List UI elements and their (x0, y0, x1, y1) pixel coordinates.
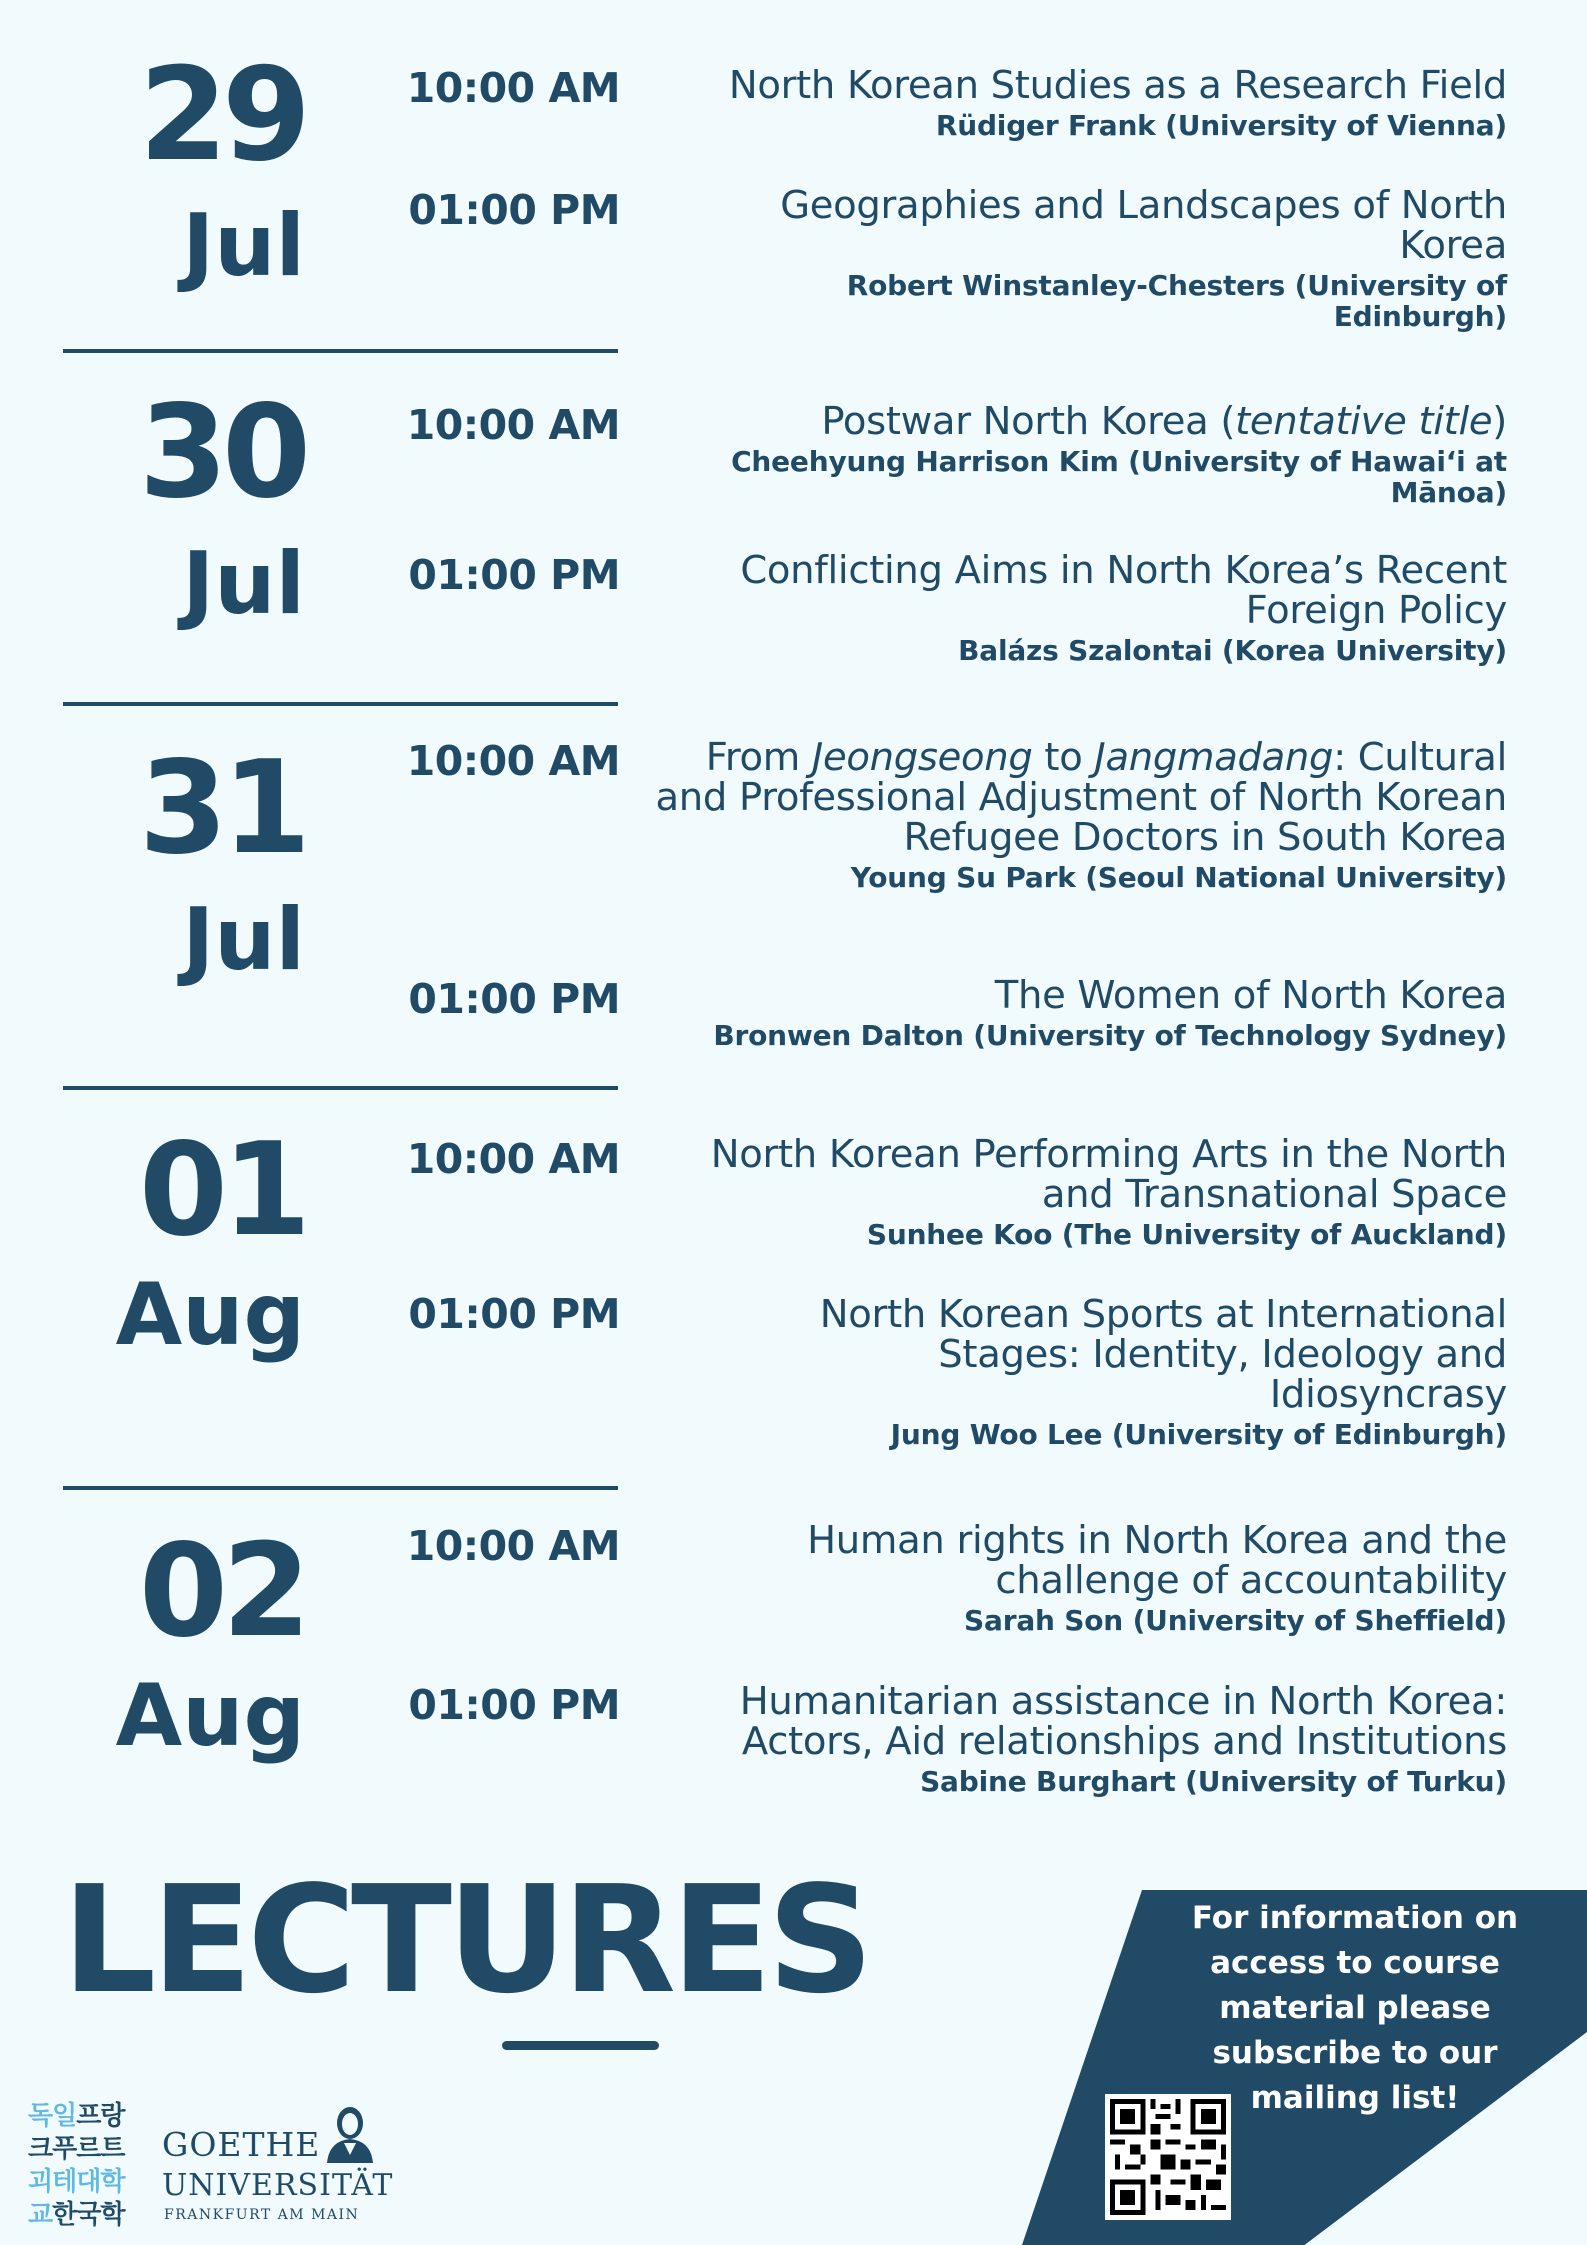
goethe-portrait-icon (313, 2103, 387, 2163)
lecture-title-part: : Cultural and Professional Adjustment of North Korean Refugee Doctors in South Korea (655, 735, 1507, 860)
lecture-time: 01:00 PM (408, 551, 620, 599)
lecture-title: North Korean Studies as a Research Field (728, 63, 1507, 108)
lecture-speaker: Sarah Son (University of Sheffield) (964, 1604, 1507, 1637)
goethe-logo-city: FRANKFURT AM MAIN (164, 2207, 360, 2223)
date-month: Jul (182, 534, 305, 634)
lecture-item (627, 973, 1507, 1052)
logo-text: 프랑 (76, 2101, 125, 2131)
lecture-title: North Korean Sports at International Stages: Identity, Ideology and Idiosyncrasy (819, 1292, 1507, 1417)
lecture-title-main: Postwar North Korea ( (821, 399, 1236, 444)
lecture-title: Geographies and Landscapes of North Korea (780, 183, 1507, 268)
lecture-title: North Korean Performing Arts in the North and Transnational Space (710, 1132, 1507, 1217)
lecture-item (687, 1132, 1507, 1251)
date-day: 01 (138, 1116, 305, 1265)
date-month: Jul (182, 890, 305, 990)
lecture-item (627, 63, 1507, 142)
lecture-time: 01:00 PM (408, 186, 620, 234)
goethe-logo-university: UNIVERSITÄT (162, 2168, 394, 2203)
lecture-title-italic: tentative title (1235, 399, 1493, 444)
date-day: 02 (138, 1517, 305, 1666)
day-divider (63, 702, 618, 706)
day-divider (63, 1486, 618, 1490)
date-month: Aug (115, 1666, 305, 1766)
lecture-time: 01:00 PM (408, 1681, 620, 1729)
logo-text: 크푸르트 (28, 2134, 125, 2164)
lecture-time: 10:00 AM (406, 737, 620, 785)
date-day: 31 (138, 734, 305, 883)
lecture-title-part: to (1032, 735, 1095, 780)
logo-text: 괴테대학 (28, 2167, 125, 2197)
lecture-title (627, 735, 1507, 860)
goethe-logo-name: GOETHE (162, 2125, 321, 2164)
lecture-speaker: Robert Winstanley-Chesters (University of Edinburgh) (846, 269, 1507, 333)
lecture-time: 01:00 PM (408, 975, 620, 1023)
lecture-item (687, 183, 1507, 333)
date-day: 30 (138, 378, 305, 527)
day-divider (63, 1086, 618, 1090)
lecture-speaker: Jung Woo Lee (University of Edinburgh) (890, 1418, 1507, 1451)
qr-code-icon[interactable] (1105, 2094, 1231, 2220)
korean-studies-logo (28, 2100, 148, 2232)
lecture-item (687, 1518, 1507, 1637)
lecture-time: 10:00 AM (406, 64, 620, 112)
lecture-title-end: ) (1492, 399, 1507, 444)
lecture-speaker: Sabine Burghart (University of Turku) (920, 1765, 1507, 1798)
date-day: 29 (138, 41, 305, 190)
lecture-item (627, 735, 1507, 894)
lecture-title-italic: Jangmadang (1094, 735, 1334, 780)
page-heading: LECTURES (62, 1854, 869, 2026)
lecture-speaker: Rüdiger Frank (University of Vienna) (935, 109, 1507, 142)
lecture-title-italic: Jeongseong (811, 735, 1033, 780)
day-divider (63, 349, 618, 353)
lecture-title: Humanitarian assistance in North Korea: Actors, Aid relationships and Institutions (739, 1679, 1507, 1764)
lecture-time: 10:00 AM (406, 401, 620, 449)
logo-text: 한국학 (52, 2200, 125, 2230)
heading-underline (502, 2041, 659, 2050)
lecture-speaker: Cheehyung Harrison Kim (University of Hawaiʻi at Mānoa) (731, 445, 1507, 509)
date-month: Jul (182, 196, 305, 296)
lecture-speaker: Sunhee Koo (The University of Auckland) (866, 1218, 1507, 1251)
lecture-time: 01:00 PM (408, 1290, 620, 1338)
lecture-title: Human rights in North Korea and the challenge of accountability (807, 1518, 1507, 1603)
mailing-list-note: For information on access to course material please subscribe to our mailing list! (1191, 1900, 1519, 2116)
lecture-title (687, 399, 1507, 444)
date-month: Aug (115, 1265, 305, 1365)
lecture-title-part: From (705, 735, 812, 780)
logo-text: 독일 (28, 2101, 77, 2131)
lecture-time: 10:00 AM (406, 1135, 620, 1183)
lecture-item (627, 548, 1507, 667)
lecture-speaker: Balázs Szalontai (Korea University) (958, 634, 1507, 667)
lecture-speaker: Young Su Park (Seoul National University) (850, 861, 1507, 894)
lecture-title: Conflicting Aims in North Korea’s Recent Foreign Policy (740, 548, 1507, 633)
lecture-speaker: Bronwen Dalton (University of Technology Sydney) (713, 1019, 1507, 1052)
lecture-item (767, 1292, 1507, 1451)
lecture-item (687, 399, 1507, 509)
lecture-item (627, 1679, 1507, 1798)
lecture-time: 10:00 AM (406, 1522, 620, 1570)
lecture-title: The Women of North Korea (994, 973, 1507, 1018)
logo-text: 교 (28, 2200, 53, 2230)
